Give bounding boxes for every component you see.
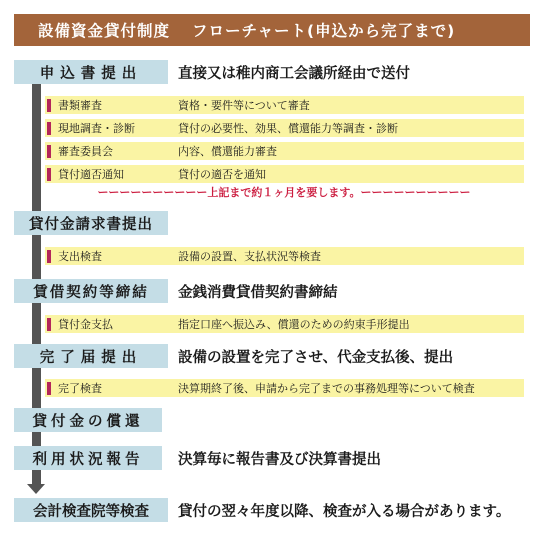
substep-label: 貸付適否通知 (58, 168, 124, 181)
substep-eligibility-notice (45, 165, 524, 183)
step-usage-report-description: 決算毎に報告書及び決算書提出 (178, 451, 381, 468)
step-completion-report-description: 設備の設置を完了させ、代金支払後、提出 (178, 349, 454, 366)
substep-detail: 資格・要件等について審査 (178, 99, 310, 112)
step-completion-report: 完了届提出 (14, 344, 168, 368)
substep-detail: 決算期終了後、申請から完了までの事務処理等について検査 (178, 382, 475, 395)
duration-note: ーーーーーーーーーー上記まで約１ヶ月を要します。ーーーーーーーーーー (97, 186, 471, 199)
title-sub: フローチャート(申込から完了まで) (192, 22, 456, 40)
substep-label: 審査委員会 (58, 145, 113, 158)
substep-detail: 貸付の必要性、効果、償還能力等調査・診断 (178, 122, 398, 135)
substep-label: 貸付金支払 (58, 318, 113, 331)
step-application: 申込書提出 (14, 60, 168, 84)
substep-label: 書類審査 (58, 99, 102, 112)
step-application-description: 直接又は稚内商工会議所経由で送付 (178, 65, 410, 82)
step-usage-report: 利用状況報告 (14, 446, 162, 470)
substep-document-review (45, 96, 524, 114)
title-main: 設備資金貸付制度 (38, 22, 171, 40)
substep-label: 支出検査 (58, 250, 102, 263)
substep-detail: 内容、償還能力審査 (178, 145, 277, 158)
substep-review-committee (45, 142, 524, 160)
substep-detail: 指定口座へ振込み、償還のための約束手形提出 (178, 318, 410, 331)
substep-loan-payment (45, 315, 524, 333)
step-loan-request: 貸付金請求書提出 (14, 211, 168, 235)
substep-expenditure-inspection (45, 247, 524, 265)
step-audit-inspection-description: 貸付の翌々年度以降、検査が入る場合があります。 (178, 503, 511, 520)
substep-detail: 貸付の適否を通知 (178, 168, 266, 181)
step-contract: 賃借契約等締結 (14, 279, 168, 303)
substep-label: 現地調査・診断 (58, 122, 135, 135)
step-repayment: 貸付金の償還 (14, 408, 162, 432)
step-contract-description: 金銭消費貸借契約書締結 (178, 284, 338, 301)
substep-completion-inspection (45, 379, 524, 397)
substep-label: 完了検査 (58, 382, 102, 395)
substep-detail: 設備の設置、支払状況等検査 (178, 250, 321, 263)
arrow-down-icon (27, 484, 45, 494)
step-audit-inspection: 会計検査院等検査 (14, 498, 168, 522)
substep-site-survey (45, 119, 524, 137)
page-title (14, 14, 530, 46)
